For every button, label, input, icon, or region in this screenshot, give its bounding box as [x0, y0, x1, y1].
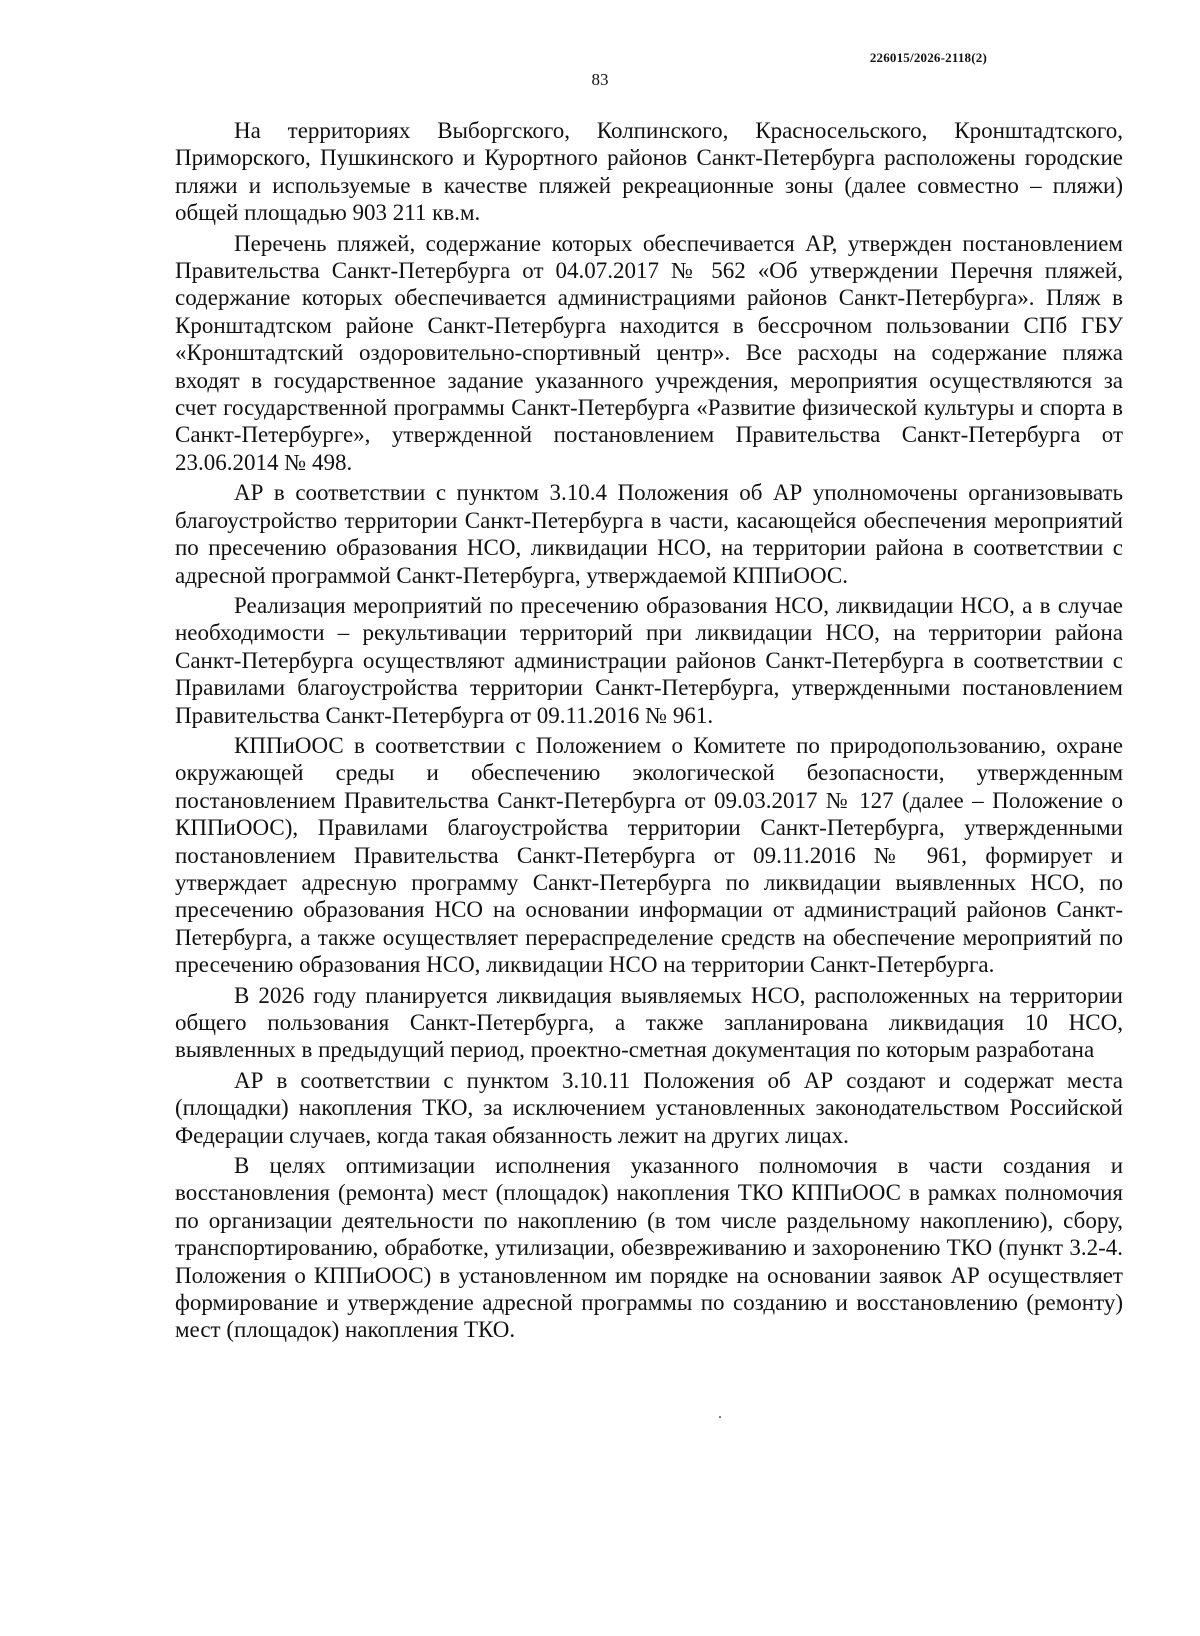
page-number: 83: [591, 70, 609, 89]
document-number: 226015/2026-2118(2): [869, 50, 987, 65]
paragraph-beach-list: Перечень пляжей, содержание которых обеспечивается АР, утвержден постановлением Правительства Санкт-Петербурга от 04.07.2017 № 562 «Об утверждении Перечня пляжей, содержание которых обеспечивается администрациями районов Санкт-Петербурга». Пляж в Кронштадтском районе Санкт-Петербурга находится в бессрочном пользовании СПб ГБУ «Кронштадтский оздоровительно-спортивный центр». Все расходы на содержание пляжа входят в государственное задание указанного учреждения, мероприятия осуществляются за счет государственной программы Санкт-Петербурга «Развитие физической культуры и спорта в Санкт-Петербурге», утвержденной постановлением Правительства Санкт-Петербурга от 23.06.2014 № 498.: [175, 230, 1123, 475]
paragraph-2026-plan: В 2026 году планируется ликвидация выявляемых НСО, расположенных на территории общего пользования Санкт-Петербурга, а также запланирована ликвидация 10 НСО, выявленных в предыдущий период, проектно-сметная документация по которым разработана: [175, 982, 1123, 1063]
document-body: [175, 117, 1123, 1347]
paragraph-beaches: На территориях Выборгского, Колпинского, Красносельского, Кронштадтского, Приморского, Пушкинского и Курортного районов Санкт-Петербурга расположены городские пляжи и используемые в качестве пляжей рекреационные зоны (далее совместно – пляжи) общей площадью 903 211 кв.м.: [175, 118, 1123, 226]
paragraph-tko-optimization: В целях оптимизации исполнения указанного полномочия в части создания и восстановления (ремонта) мест (площадок) накопления ТКО КППиООС в рамках полномочия по организации деятельности по накоплению (в том числе раздельному накоплению), сбору, транспортированию, обработке, утилизации, обезвреживанию и захоронению ТКО (пункт 3.2-4. Положения о КППиООС) в установленном им порядке на основании заявок АР осуществляет формирование и утверждение адресной программы по созданию и восстановлению (ремонту) мест (площадок) накопления ТКО.: [175, 1153, 1123, 1343]
paragraph-nso-implementation: Реализация мероприятий по пресечению образования НСО, ликвидации НСО, а в случае необходимости – рекультивации территорий при ликвидации НСО, на территории района Санкт-Петербурга осуществляют администрации районов Санкт-Петербурга в соответствии с Правилами благоустройства территории Санкт-Петербурга, утвержденными постановлением Правительства Санкт-Петербурга от 09.11.2016 № 961.: [175, 592, 1123, 728]
scan-speck: [719, 1416, 721, 1418]
paragraph-ar-improvement: АР в соответствии с пунктом 3.10.4 Положения об АР уполномочены организовывать благоустройство территории Санкт-Петербурга в части, касающейся обеспечения мероприятий по пресечению образования НСО, ликвидации НСО, на территории района в соответствии с адресной программой Санкт-Петербурга, утверждаемой КППиООС.: [175, 480, 1123, 588]
paragraph-tko-sites: АР в соответствии с пунктом 3.10.11 Положения об АР создают и содержат места (площадки) накопления ТКО, за исключением установленных законодательством Российской Федерации случаев, когда такая обязанность лежит на других лицах.: [175, 1067, 1123, 1148]
paragraph-kppioos-program: КППиООС в соответствии с Положением о Комитете по природопользованию, охране окружающей среды и обеспечению экологической безопасности, утвержденным постановлением Правительства Санкт-Петербурга от 09.03.2017 № 127 (далее – Положение о КППиООС), Правилами благоустройства территории Санкт-Петербурга, утвержденными постановлением Правительства Санкт-Петербурга от 09.11.2016 № 961, формирует и утверждает адресную программу Санкт-Петербурга по ликвидации выявленных НСО, по пресечению образования НСО на основании информации от администраций районов Санкт-Петербурга, а также осуществляет перераспределение средств на обеспечение мероприятий по пресечению образования НСО, ликвидации НСО на территории Санкт-Петербурга.: [175, 732, 1123, 978]
